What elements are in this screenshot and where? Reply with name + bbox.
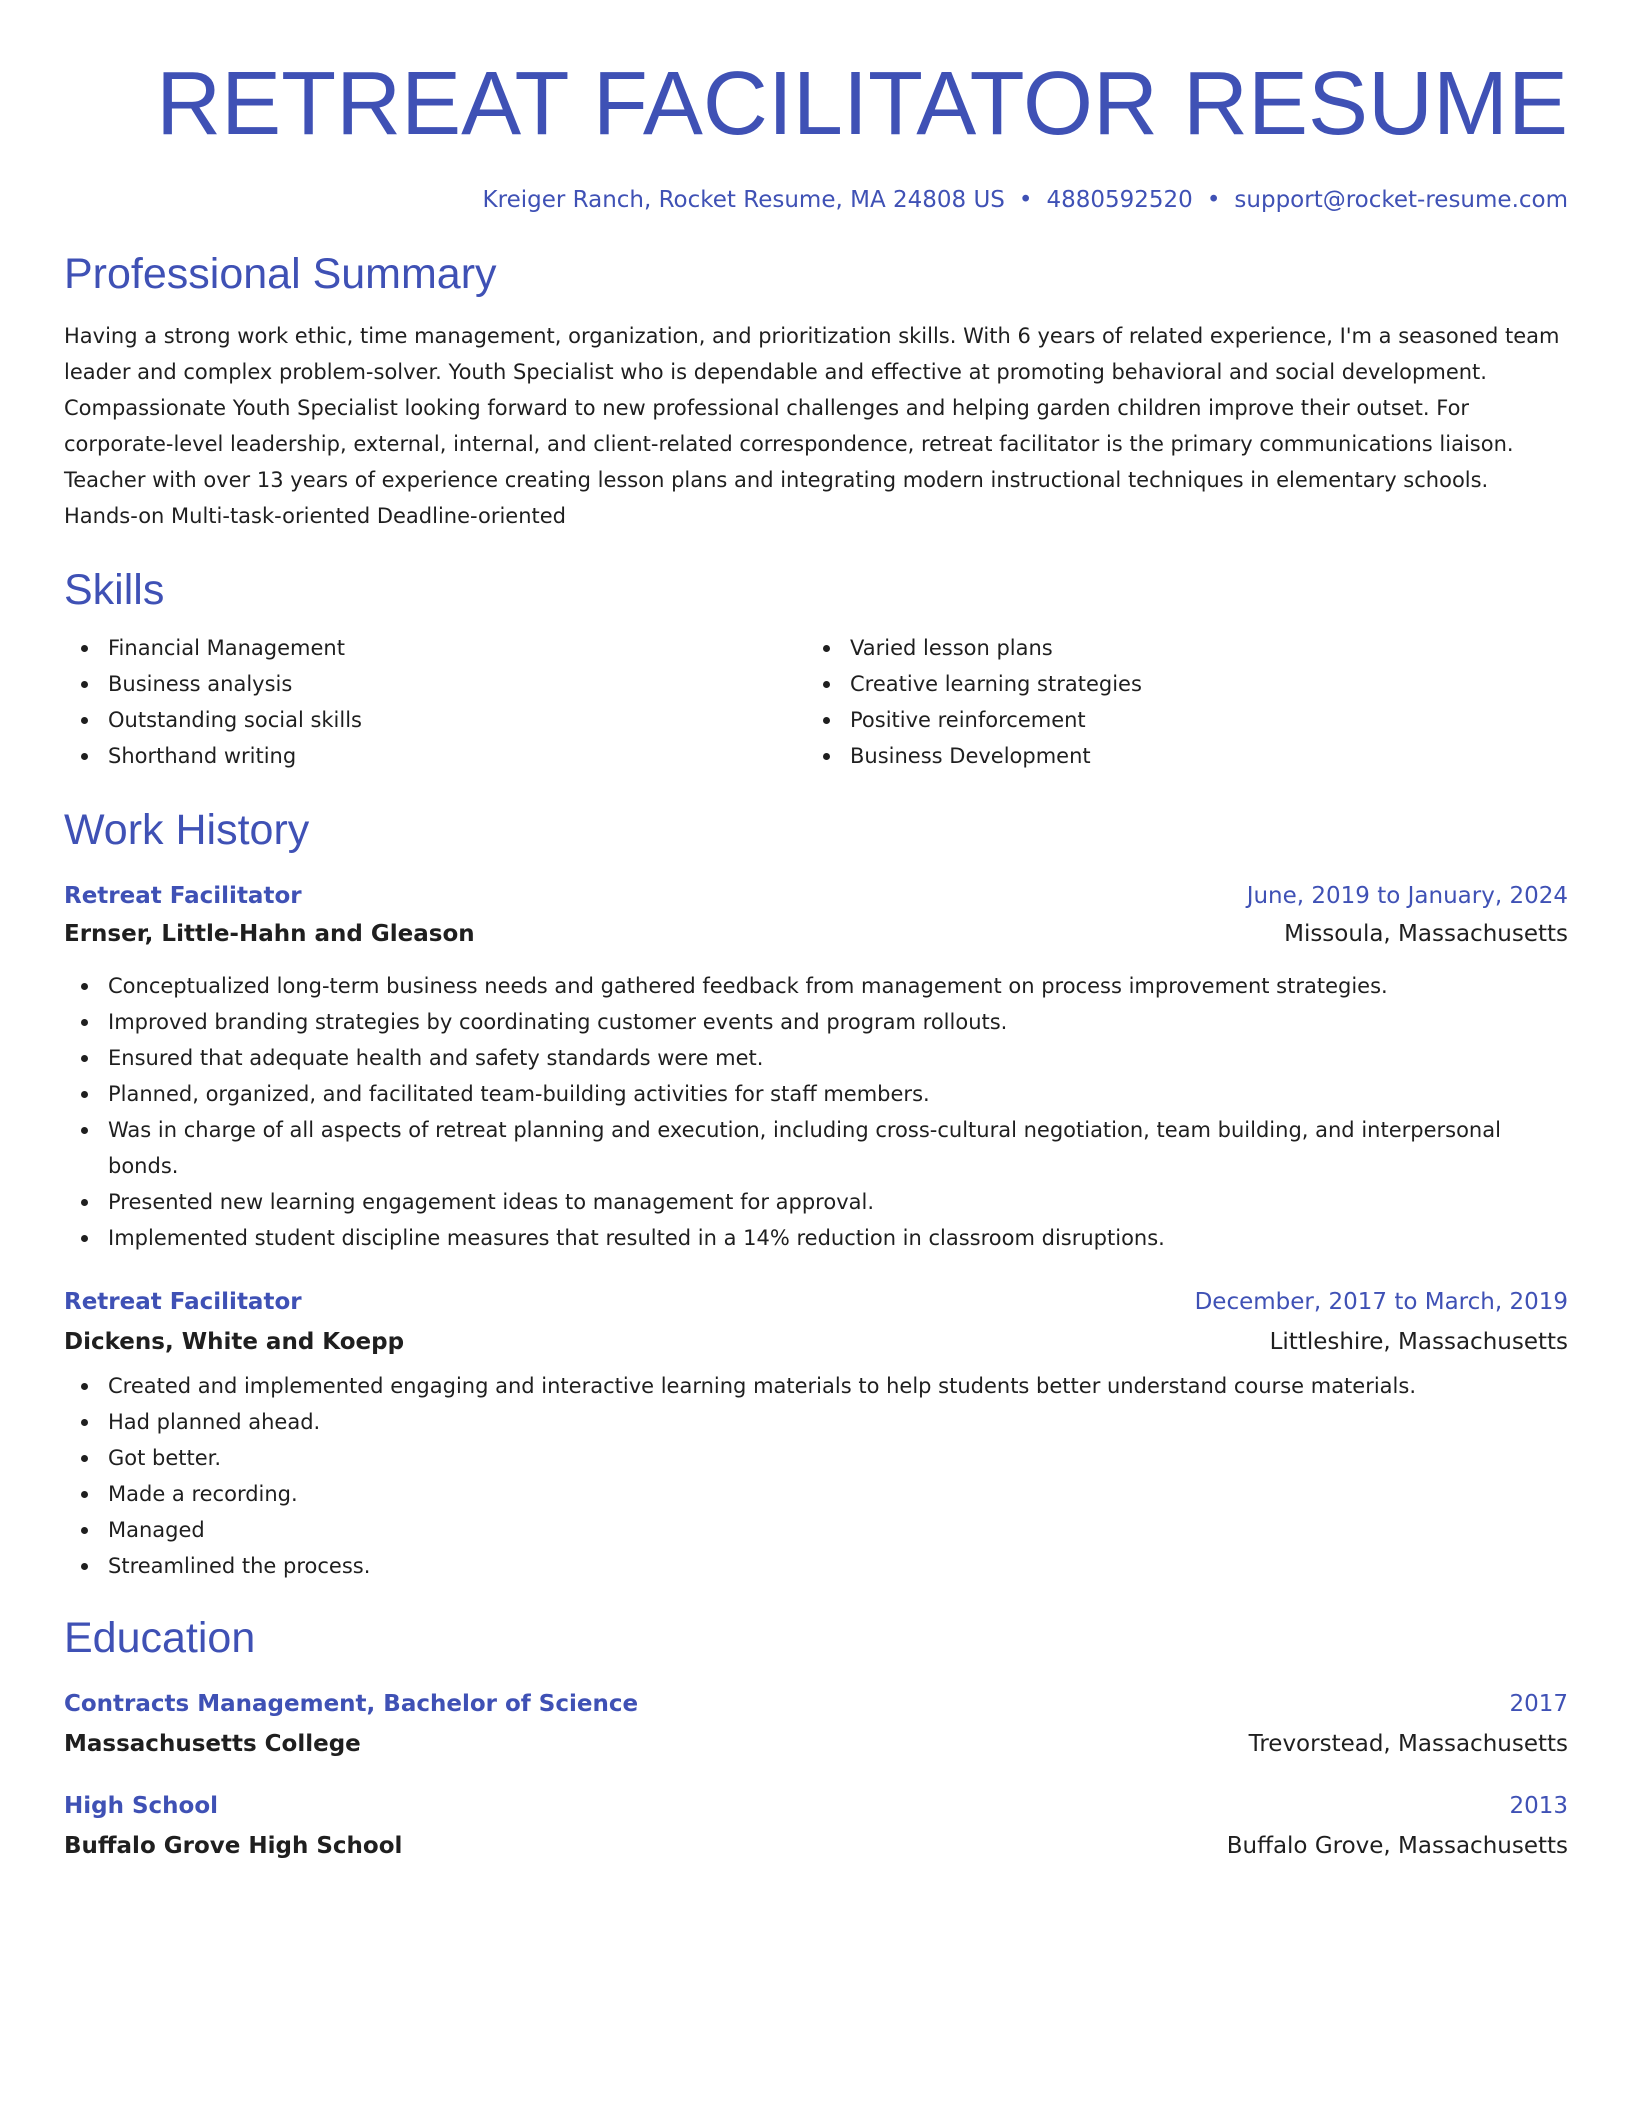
work-entry-subheader: [64, 918, 1568, 950]
skill-item: Business Development: [806, 738, 1548, 774]
job-duty: Ensured that adequate health and safety standards were met.: [64, 1040, 1568, 1076]
job-duty: Planned, organized, and facilitated team-building activities for staff members.: [64, 1076, 1568, 1112]
company-name: Ernser, Little-Hahn and Gleason: [64, 921, 475, 947]
education-section: [64, 1612, 1568, 1862]
education-entry-subheader: [64, 1728, 1568, 1760]
job-duties-list: [64, 1368, 1568, 1584]
school-location: Trevorstead, Massachusetts: [1248, 1731, 1568, 1757]
school-name: Buffalo Grove High School: [64, 1833, 403, 1859]
skills-column-right: [806, 630, 1548, 774]
job-duty: Made a recording.: [64, 1476, 1568, 1512]
contact-address: Kreiger Ranch, Rocket Resume, MA 24808 US: [482, 187, 1005, 213]
professional-summary-section: [64, 248, 1568, 534]
skill-item: Creative learning strategies: [806, 666, 1548, 702]
work-entry: [64, 880, 1568, 1256]
skill-item: Business analysis: [64, 666, 806, 702]
job-duty: Managed: [64, 1512, 1568, 1548]
job-duty: Presented new learning engagement ideas to management for approval.: [64, 1184, 1568, 1220]
section-heading-skills: Skills: [64, 566, 165, 614]
job-duty: Improved branding strategies by coordinating customer events and program rollouts.: [64, 1004, 1568, 1040]
contact-line: [64, 184, 1568, 216]
job-duty: Streamlined the process.: [64, 1548, 1568, 1584]
job-duty: Conceptualized long-term business needs and gathered feedback from management on process improvement strategies.: [64, 968, 1568, 1004]
work-entry-header: [64, 1286, 1568, 1318]
job-duties-list: [64, 968, 1568, 1256]
section-heading-work-history: Work History: [64, 806, 310, 854]
school-name: Massachusetts College: [64, 1731, 361, 1757]
skill-item: Shorthand writing: [64, 738, 806, 774]
education-entry-subheader: [64, 1830, 1568, 1862]
work-entry-subheader: [64, 1326, 1568, 1358]
work-entry: [64, 1286, 1568, 1584]
section-heading-summary: Professional Summary: [64, 250, 497, 298]
job-dates: June, 2019 to January, 2024: [1246, 883, 1568, 909]
job-duty: Created and implemented engaging and interactive learning materials to help students better understand course materials.: [64, 1368, 1568, 1404]
skill-item: Financial Management: [64, 630, 806, 666]
work-entry-header: [64, 880, 1568, 912]
contact-email[interactable]: support@rocket-resume.com: [1234, 187, 1568, 213]
skill-item: Outstanding social skills: [64, 702, 806, 738]
job-title: Retreat Facilitator: [64, 883, 302, 909]
resume-title: RETREAT FACILITATOR RESUME: [156, 54, 1568, 154]
contact-separator: •: [1206, 187, 1221, 213]
degree-name: High School: [64, 1793, 219, 1819]
education-entry-header: [64, 1688, 1568, 1720]
job-duty: Implemented student discipline measures that resulted in a 14% reduction in classroom disruptions.: [64, 1220, 1568, 1256]
skills-grid: [64, 630, 1568, 774]
graduation-year: 2017: [1509, 1691, 1568, 1717]
degree-name: Contracts Management, Bachelor of Science: [64, 1691, 639, 1717]
education-entry-header: [64, 1790, 1568, 1822]
job-dates: December, 2017 to March, 2019: [1194, 1289, 1568, 1315]
education-entry: [64, 1688, 1568, 1760]
job-title: Retreat Facilitator: [64, 1289, 302, 1315]
skills-column-left: [64, 630, 806, 774]
section-heading-education: Education: [64, 1614, 256, 1662]
skill-item: Varied lesson plans: [806, 630, 1548, 666]
job-duty: Got better.: [64, 1440, 1568, 1476]
job-duty: Had planned ahead.: [64, 1404, 1568, 1440]
contact-phone: 4880592520: [1046, 187, 1193, 213]
education-entry: [64, 1790, 1568, 1862]
skill-item: Positive reinforcement: [806, 702, 1548, 738]
skills-section: [64, 564, 1568, 774]
school-location: Buffalo Grove, Massachusetts: [1226, 1833, 1568, 1859]
contact-separator: •: [1018, 187, 1033, 213]
summary-text: Having a strong work ethic, time management, organization, and prioritization skills. With 6 years of related experience, I'm a seasoned team leader and complex problem-solver. Youth Specialist who is dependable and effective at promoting behavioral and social development. Compassionate Youth Specialist looking forward to new professional challenges and helping garden children improve their outset. For corporate-level leadership, external, internal, and client-related correspondence, retreat facilitator is the primary communications liaison. Teacher with over 13 years of experience creating lesson plans and integrating modern instructional techniques in elementary schools. Hands-on Multi-task-oriented Deadline-oriented: [64, 324, 1560, 528]
graduation-year: 2013: [1509, 1793, 1568, 1819]
job-duty: Was in charge of all aspects of retreat planning and execution, including cross-cultural negotiation, team building, and interpersonal bonds.: [64, 1112, 1568, 1184]
job-location: Missoula, Massachusetts: [1284, 921, 1568, 947]
resume-page: [64, 0, 1568, 1862]
job-location: Littleshire, Massachusetts: [1269, 1329, 1568, 1355]
company-name: Dickens, White and Koepp: [64, 1329, 405, 1355]
work-history-section: [64, 804, 1568, 1584]
